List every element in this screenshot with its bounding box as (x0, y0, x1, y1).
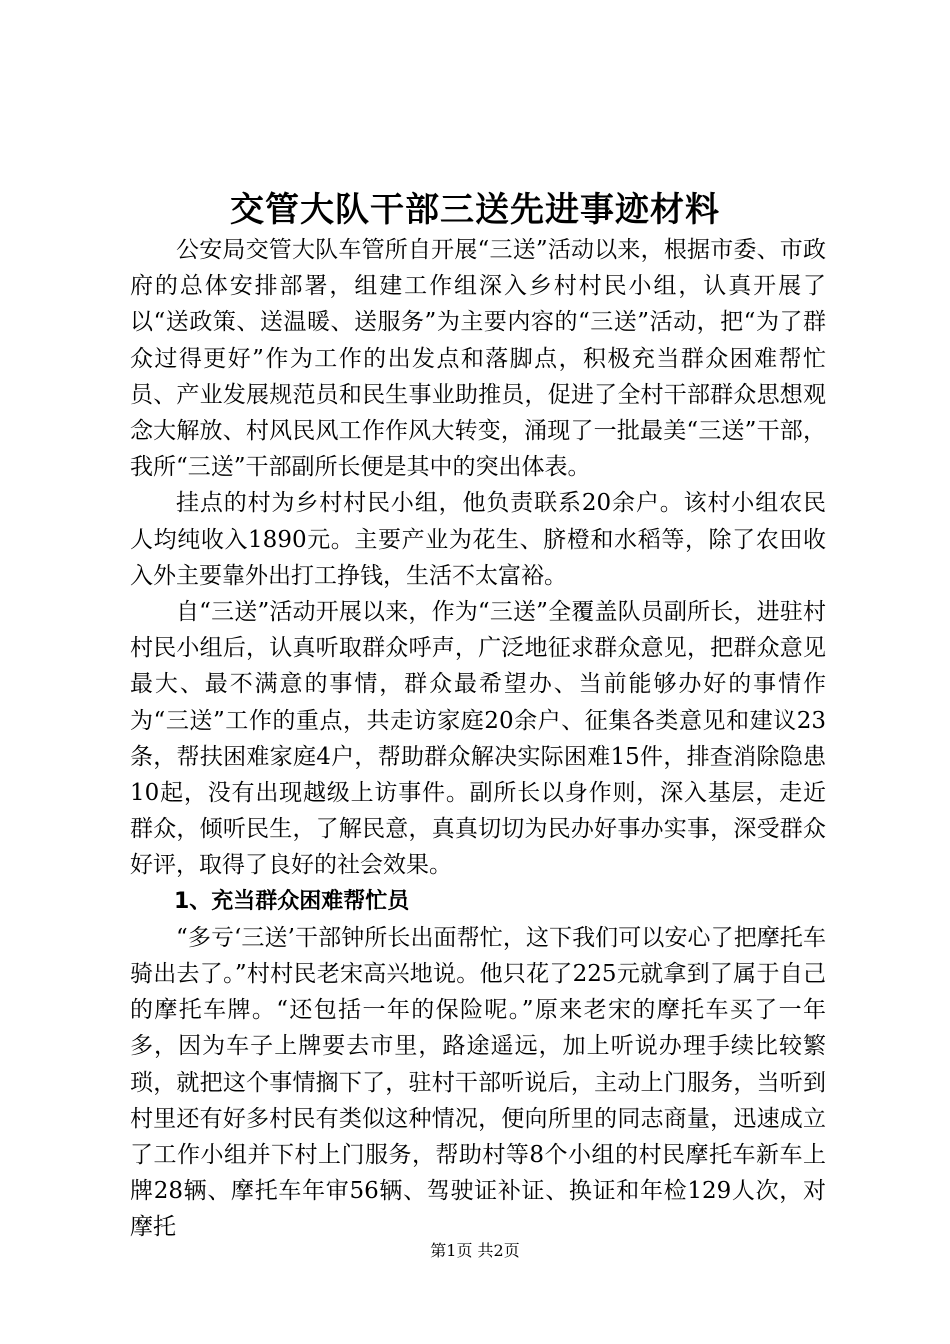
paragraph-intro: 公安局交管大队车管所自开展“三送”活动以来，根据市委、市政府的总体安排部署，组建工作组深入乡村村民小组，认真开展了以“送政策、送温暖、送服务”为主要内容的“三送”活动，把“为了群众过得更好”作为工作的出发点和落脚点，积极充当群众困难帮忙员、产业发展规范员和民生事业助推员，促进了全村干部群众思想观念大解放、村风民风工作作风大转变，涌现了一批最美“三送”干部，我所“三送”干部副所长便是其中的突出体表。 (130, 237, 826, 481)
paragraph-section-1: “多亏‘三送’干部钟所长出面帮忙，这下我们可以安心了把摩托车骑出去了。”村村民老宋高兴地说。他只花了225元就拿到了属于自己的摩托车牌。“还包括一年的保险呢。”原来老宋的摩托车买了一年多，因为车子上牌要去市里，路途遥远，加上听说办理手续比较繁琐，就把这个事情搁下了，驻村干部听说后，主动上门服务，当听到村里还有好多村民有类似这种情况，便向所里的同志商量，迅速成立了工作小组并下村上门服务，帮助村等8个小组的村民摩托车新车上牌28辆、摩托车年审56辆、驾驶证补证、换证和年检129人次，对摩托 (130, 924, 826, 1241)
page-footer: 第1页 共2页 (430, 1241, 520, 1260)
document-body (130, 232, 826, 1246)
paragraph-activities: 自“三送”活动开展以来，作为“三送”全覆盖队员副所长，进驻村村民小组后，认真听取群众呼声，广泛地征求群众意见，把群众意见最大、最不满意的事情，群众最希望办、当前能够办好的事情作为“三送”工作的重点，共走访家庭20余户、征集各类意见和建议23条，帮扶困难家庭4户，帮助群众解决实际困难15件，排查消除隐患10起，没有出现越级上访事件。副所长以身作则，深入基层，走近群众，倾听民生，了解民意，真真切切为民办好事办实事，深受群众好评，取得了良好的社会效果。 (130, 599, 826, 879)
section-heading: 1、充当群众困难帮忙员 (174, 888, 410, 914)
document-title: 交管大队干部三送先进事迹材料 (230, 190, 720, 230)
paragraph-village: 挂点的村为乡村村民小组，他负责联系20余户。该村小组农民人均纯收入1890元。主要产业为花生、脐橙和水稻等，除了农田收入外主要靠外出打工挣钱，生活不太富裕。 (130, 490, 826, 589)
